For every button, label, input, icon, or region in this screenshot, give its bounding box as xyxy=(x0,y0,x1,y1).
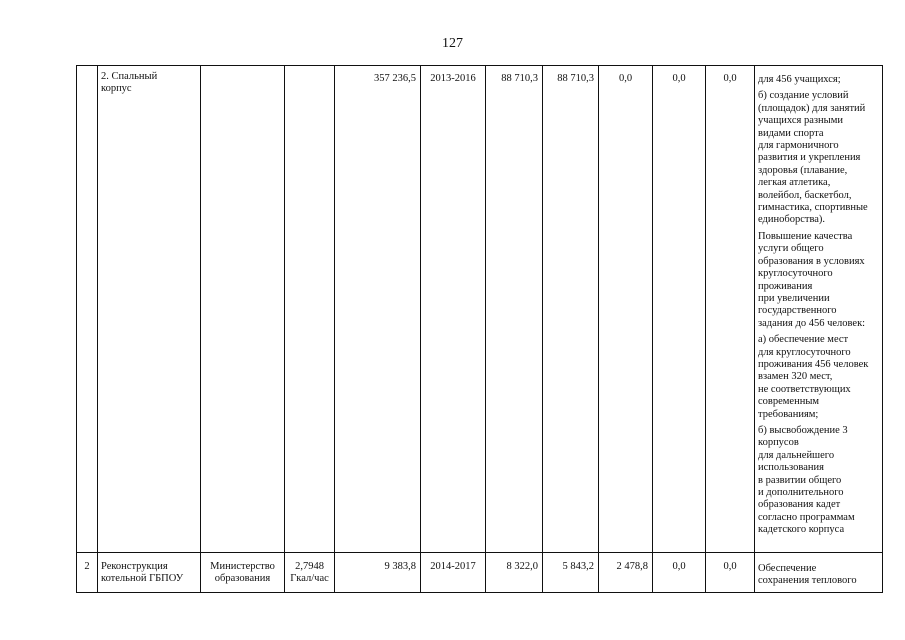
notes-line: при увеличении xyxy=(758,292,830,304)
row-number-cell: 2 xyxy=(77,553,98,593)
notes-line: а) обеспечение мест xyxy=(758,334,849,346)
notes-line: учащихся разными xyxy=(758,115,843,127)
period-cell: 2013-2016 xyxy=(421,66,486,553)
amount-c-cell: 2 478,8 xyxy=(599,553,653,593)
total-cost-cell: 9 383,8 xyxy=(335,553,421,593)
notes-line: для дальнейшего xyxy=(758,449,835,461)
notes-line: видами спорта xyxy=(758,127,824,139)
notes-line: б) создание условий xyxy=(758,90,849,102)
notes-paragraph xyxy=(758,563,880,588)
amount-b-cell: 5 843,2 xyxy=(543,553,599,593)
notes-paragraph xyxy=(758,425,880,537)
notes-line: единоборства). xyxy=(758,214,826,226)
period-cell: 2014-2017 xyxy=(421,553,486,593)
notes-line: проживания 456 человек xyxy=(758,358,869,370)
notes-line: гимнастика, спортивные xyxy=(758,202,868,214)
notes-paragraph xyxy=(758,334,880,421)
notes-line: не соответствующих xyxy=(758,383,851,395)
notes-line: сохранения теплового xyxy=(758,575,857,587)
organization-cell xyxy=(201,66,285,553)
notes-line: образования в условиях xyxy=(758,255,865,267)
notes-line: Обеспечение xyxy=(758,563,817,574)
notes-line: волейбол, баскетбол, xyxy=(758,189,852,201)
amount-c-cell: 0,0 xyxy=(599,66,653,553)
notes-line: образования кадет xyxy=(758,499,841,511)
notes-paragraph xyxy=(758,90,880,226)
notes-line: б) высвобождение 3 xyxy=(758,424,848,436)
object-name-line: Реконструкция xyxy=(101,561,168,572)
capacity-line: Гкал/час xyxy=(290,573,329,585)
notes-line: (площадок) для занятий xyxy=(758,102,866,114)
amount-e-cell: 0,0 xyxy=(706,553,755,593)
notes-line: услуги общего xyxy=(758,243,824,255)
data-table xyxy=(76,65,883,593)
amount-d-cell: 0,0 xyxy=(653,66,706,553)
amount-e-cell: 0,0 xyxy=(706,66,755,553)
notes-line: взамен 320 мест, xyxy=(758,371,833,383)
amount-a-cell: 8 322,0 xyxy=(486,553,543,593)
notes-line: для гармоничного xyxy=(758,140,839,152)
notes-line: современным xyxy=(758,396,820,408)
notes-cell xyxy=(755,553,883,593)
notes-line: легкая атлетика, xyxy=(758,177,831,189)
row-number-cell xyxy=(77,66,98,553)
total-cost-cell: 357 236,5 xyxy=(335,66,421,553)
capacity-cell xyxy=(285,66,335,553)
notes-paragraph xyxy=(758,231,880,330)
notes-line: и дополнительного xyxy=(758,487,844,498)
object-name-cell xyxy=(98,553,201,593)
notes-line: корпусов xyxy=(758,437,799,449)
notes-cell xyxy=(755,66,883,553)
object-name-cell xyxy=(98,66,201,553)
capacity-cell xyxy=(285,553,335,593)
notes-line: задания до 456 человек: xyxy=(758,317,866,329)
notes-line: для 456 учащихся; xyxy=(758,74,841,85)
object-name-line: корпус xyxy=(101,83,132,95)
notes-line: для круглосуточного xyxy=(758,346,851,358)
notes-line: Повышение качества xyxy=(758,230,853,242)
notes-line: государственного xyxy=(758,305,837,317)
object-name-line: 2. Спальный xyxy=(101,71,158,82)
notes-line: использования xyxy=(758,462,824,474)
notes-line: развития и укрепления xyxy=(758,152,861,164)
notes-line: в развитии общего xyxy=(758,474,842,486)
notes-line: здоровья (плавание, xyxy=(758,164,848,176)
object-name-line: котельной ГБПОУ xyxy=(101,573,184,585)
notes-paragraph xyxy=(758,74,880,86)
notes-line: согласно программам xyxy=(758,511,855,523)
notes-line: кадетского корпуса xyxy=(758,524,845,536)
organization-cell xyxy=(201,553,285,593)
amount-b-cell: 88 710,3 xyxy=(543,66,599,553)
page-number: 127 xyxy=(442,36,463,51)
notes-line: требованиям; xyxy=(758,408,819,420)
amount-a-cell: 88 710,3 xyxy=(486,66,543,553)
organization-line: образования xyxy=(214,573,271,585)
capacity-line: 2,7948 xyxy=(295,561,324,572)
notes-line: проживания xyxy=(758,280,813,292)
organization-line: Министерство xyxy=(210,561,275,572)
amount-d-cell: 0,0 xyxy=(653,553,706,593)
notes-line: круглосуточного xyxy=(758,268,833,280)
